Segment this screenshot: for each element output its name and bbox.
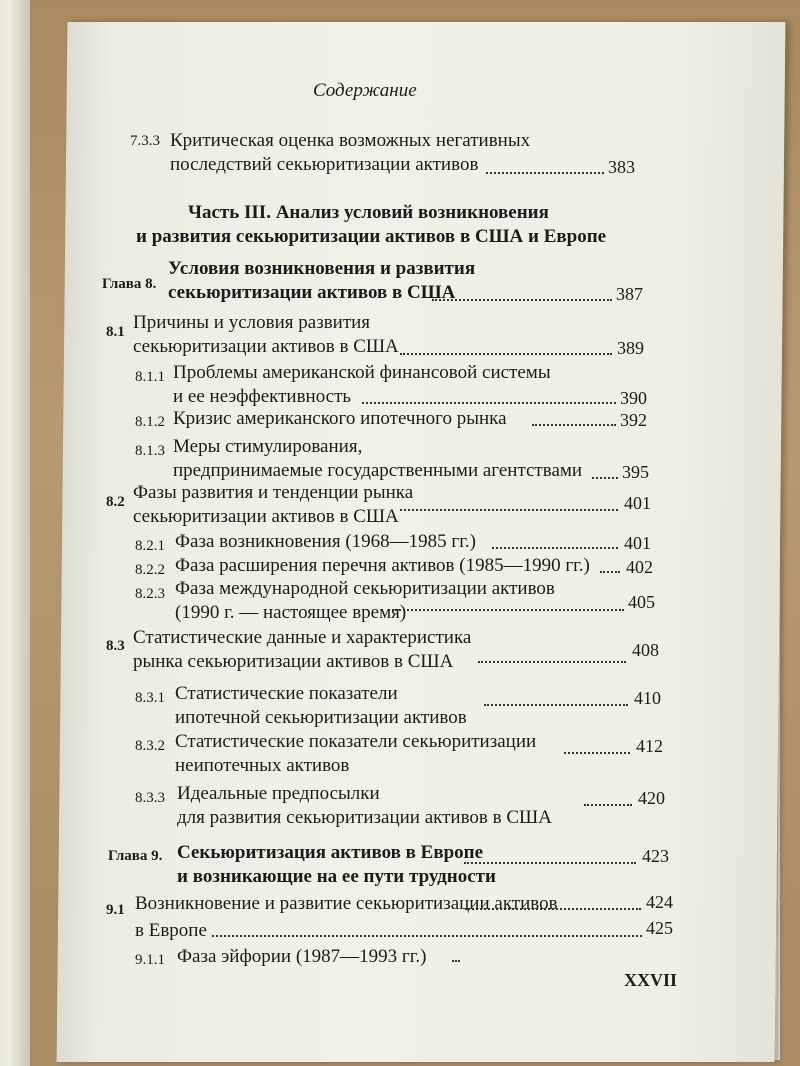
chapter-label: Глава 9. — [108, 848, 163, 864]
toc-title: Фазы развития и тенденции рынка — [133, 482, 414, 503]
chapter-title: секьюритизации активов в США — [168, 282, 456, 303]
running-head: Содержание — [313, 80, 417, 101]
part-heading: Часть III. Анализ условий возникновения — [188, 202, 549, 223]
toc-title: предпринимаемые государственными агентствами — [173, 460, 583, 481]
toc-number: 8.3.2 — [135, 738, 165, 754]
chapter-title: Секьюритизация активов в Европе — [177, 842, 484, 863]
leader-dots — [465, 908, 641, 910]
folio: XXVII — [624, 970, 678, 990]
leader-dots — [452, 960, 460, 962]
chapter-title: Условия возникновения и развития — [168, 258, 476, 279]
toc-number: 8.1.2 — [135, 414, 165, 430]
toc-title: Причины и условия развития — [133, 312, 371, 333]
toc-page-number: 408 — [632, 640, 659, 660]
toc-number: 9.1.1 — [135, 952, 165, 968]
toc-page-number: 424 — [646, 892, 673, 912]
toc-page-number: 412 — [636, 736, 663, 756]
toc-title: рынка секьюритизации активов в США — [133, 651, 454, 672]
toc-page-number: 395 — [622, 462, 649, 482]
chapter-title: и возникающие на ее пути трудности — [177, 866, 496, 887]
leader-dots — [584, 804, 632, 806]
toc-page-number: 401 — [624, 533, 651, 553]
toc-page-number: 423 — [642, 846, 669, 866]
leader-dots — [532, 424, 616, 426]
toc-title: секьюритизации активов в США — [133, 506, 399, 527]
toc-title: в Европе — [135, 920, 207, 941]
toc-page-number: 401 — [624, 493, 651, 513]
leader-dots — [432, 299, 612, 301]
toc-page-number: 392 — [620, 410, 647, 430]
toc-number: 8.3.1 — [135, 690, 165, 706]
toc-title: Возникновение и развитие секьюритизации активов — [135, 893, 558, 914]
leader-dots — [400, 509, 618, 511]
toc-title: последствий секьюритизации активов — [170, 154, 479, 175]
leader-dots — [600, 571, 620, 573]
toc-number: 8.1 — [106, 324, 125, 340]
leader-dots — [464, 862, 636, 864]
toc-title: Фаза международной секьюритизации активов — [175, 578, 555, 599]
toc-number: 9.1 — [106, 902, 125, 918]
leader-dots — [400, 353, 612, 355]
leader-dots — [592, 477, 618, 479]
toc-number: 8.1.1 — [135, 369, 165, 385]
toc-title: Статистические показатели — [175, 683, 398, 704]
toc-page-number: 405 — [628, 592, 655, 612]
leader-dots — [484, 704, 628, 706]
leader-dots — [362, 402, 616, 404]
toc-title: Фаза эйфории (1987—1993 гг.) — [177, 946, 427, 967]
toc-page-number: 425 — [646, 918, 673, 938]
toc-number: 8.3 — [106, 638, 125, 654]
toc-number: 8.1.3 — [135, 443, 165, 459]
toc-title: Фаза возникновения (1968—1985 гг.) — [175, 531, 476, 552]
leader-dots — [492, 547, 618, 549]
toc-title: Критическая оценка возможных негативных — [170, 130, 531, 151]
leader-dots — [392, 609, 624, 611]
toc-page-number: 410 — [634, 688, 661, 708]
toc-title: Фаза расширения перечня активов (1985—1990 гг.) — [175, 555, 590, 576]
toc-title: Меры стимулирования, — [173, 436, 363, 457]
toc-number: 8.2.2 — [135, 562, 165, 578]
toc-title: Кризис американского ипотечного рынка — [173, 408, 507, 429]
toc-page-number: 402 — [626, 557, 653, 577]
leader-dots — [212, 935, 642, 937]
toc-title: Статистические показатели секьюритизации — [175, 731, 537, 752]
toc-number: 8.2.1 — [135, 538, 165, 554]
toc-title: ипотечной секьюритизации активов — [175, 707, 467, 728]
toc-number: 8.2 — [106, 494, 125, 510]
toc-title: для развития секьюритизации активов в США — [177, 807, 552, 828]
toc-page-number: 387 — [616, 284, 643, 304]
toc-title: (1990 г. — настоящее время) — [175, 602, 407, 623]
toc-title: неипотечных активов — [175, 755, 350, 776]
toc-number: 7.3.3 — [130, 133, 160, 149]
toc-number: 8.2.3 — [135, 586, 165, 602]
toc-title: Статистические данные и характеристика — [133, 627, 472, 648]
toc-title: Идеальные предпосылки — [177, 783, 380, 804]
toc-page-number: 383 — [608, 157, 635, 177]
toc-page-number: 390 — [620, 388, 647, 408]
toc-number: 8.3.3 — [135, 790, 165, 806]
toc-title: Проблемы американской финансовой системы — [173, 362, 551, 383]
chapter-label: Глава 8. — [102, 276, 157, 292]
left-page-edge — [0, 0, 30, 1066]
part-heading: и развития секьюритизации активов в США и Европе — [136, 226, 607, 247]
toc-page-number: 420 — [638, 788, 665, 808]
leader-dots — [486, 172, 604, 174]
leader-dots — [564, 752, 630, 754]
toc-page-number: 389 — [617, 338, 644, 358]
toc-title: и ее неэффективность — [173, 386, 352, 407]
leader-dots — [478, 661, 626, 663]
toc-title: секьюритизации активов в США — [133, 336, 399, 357]
